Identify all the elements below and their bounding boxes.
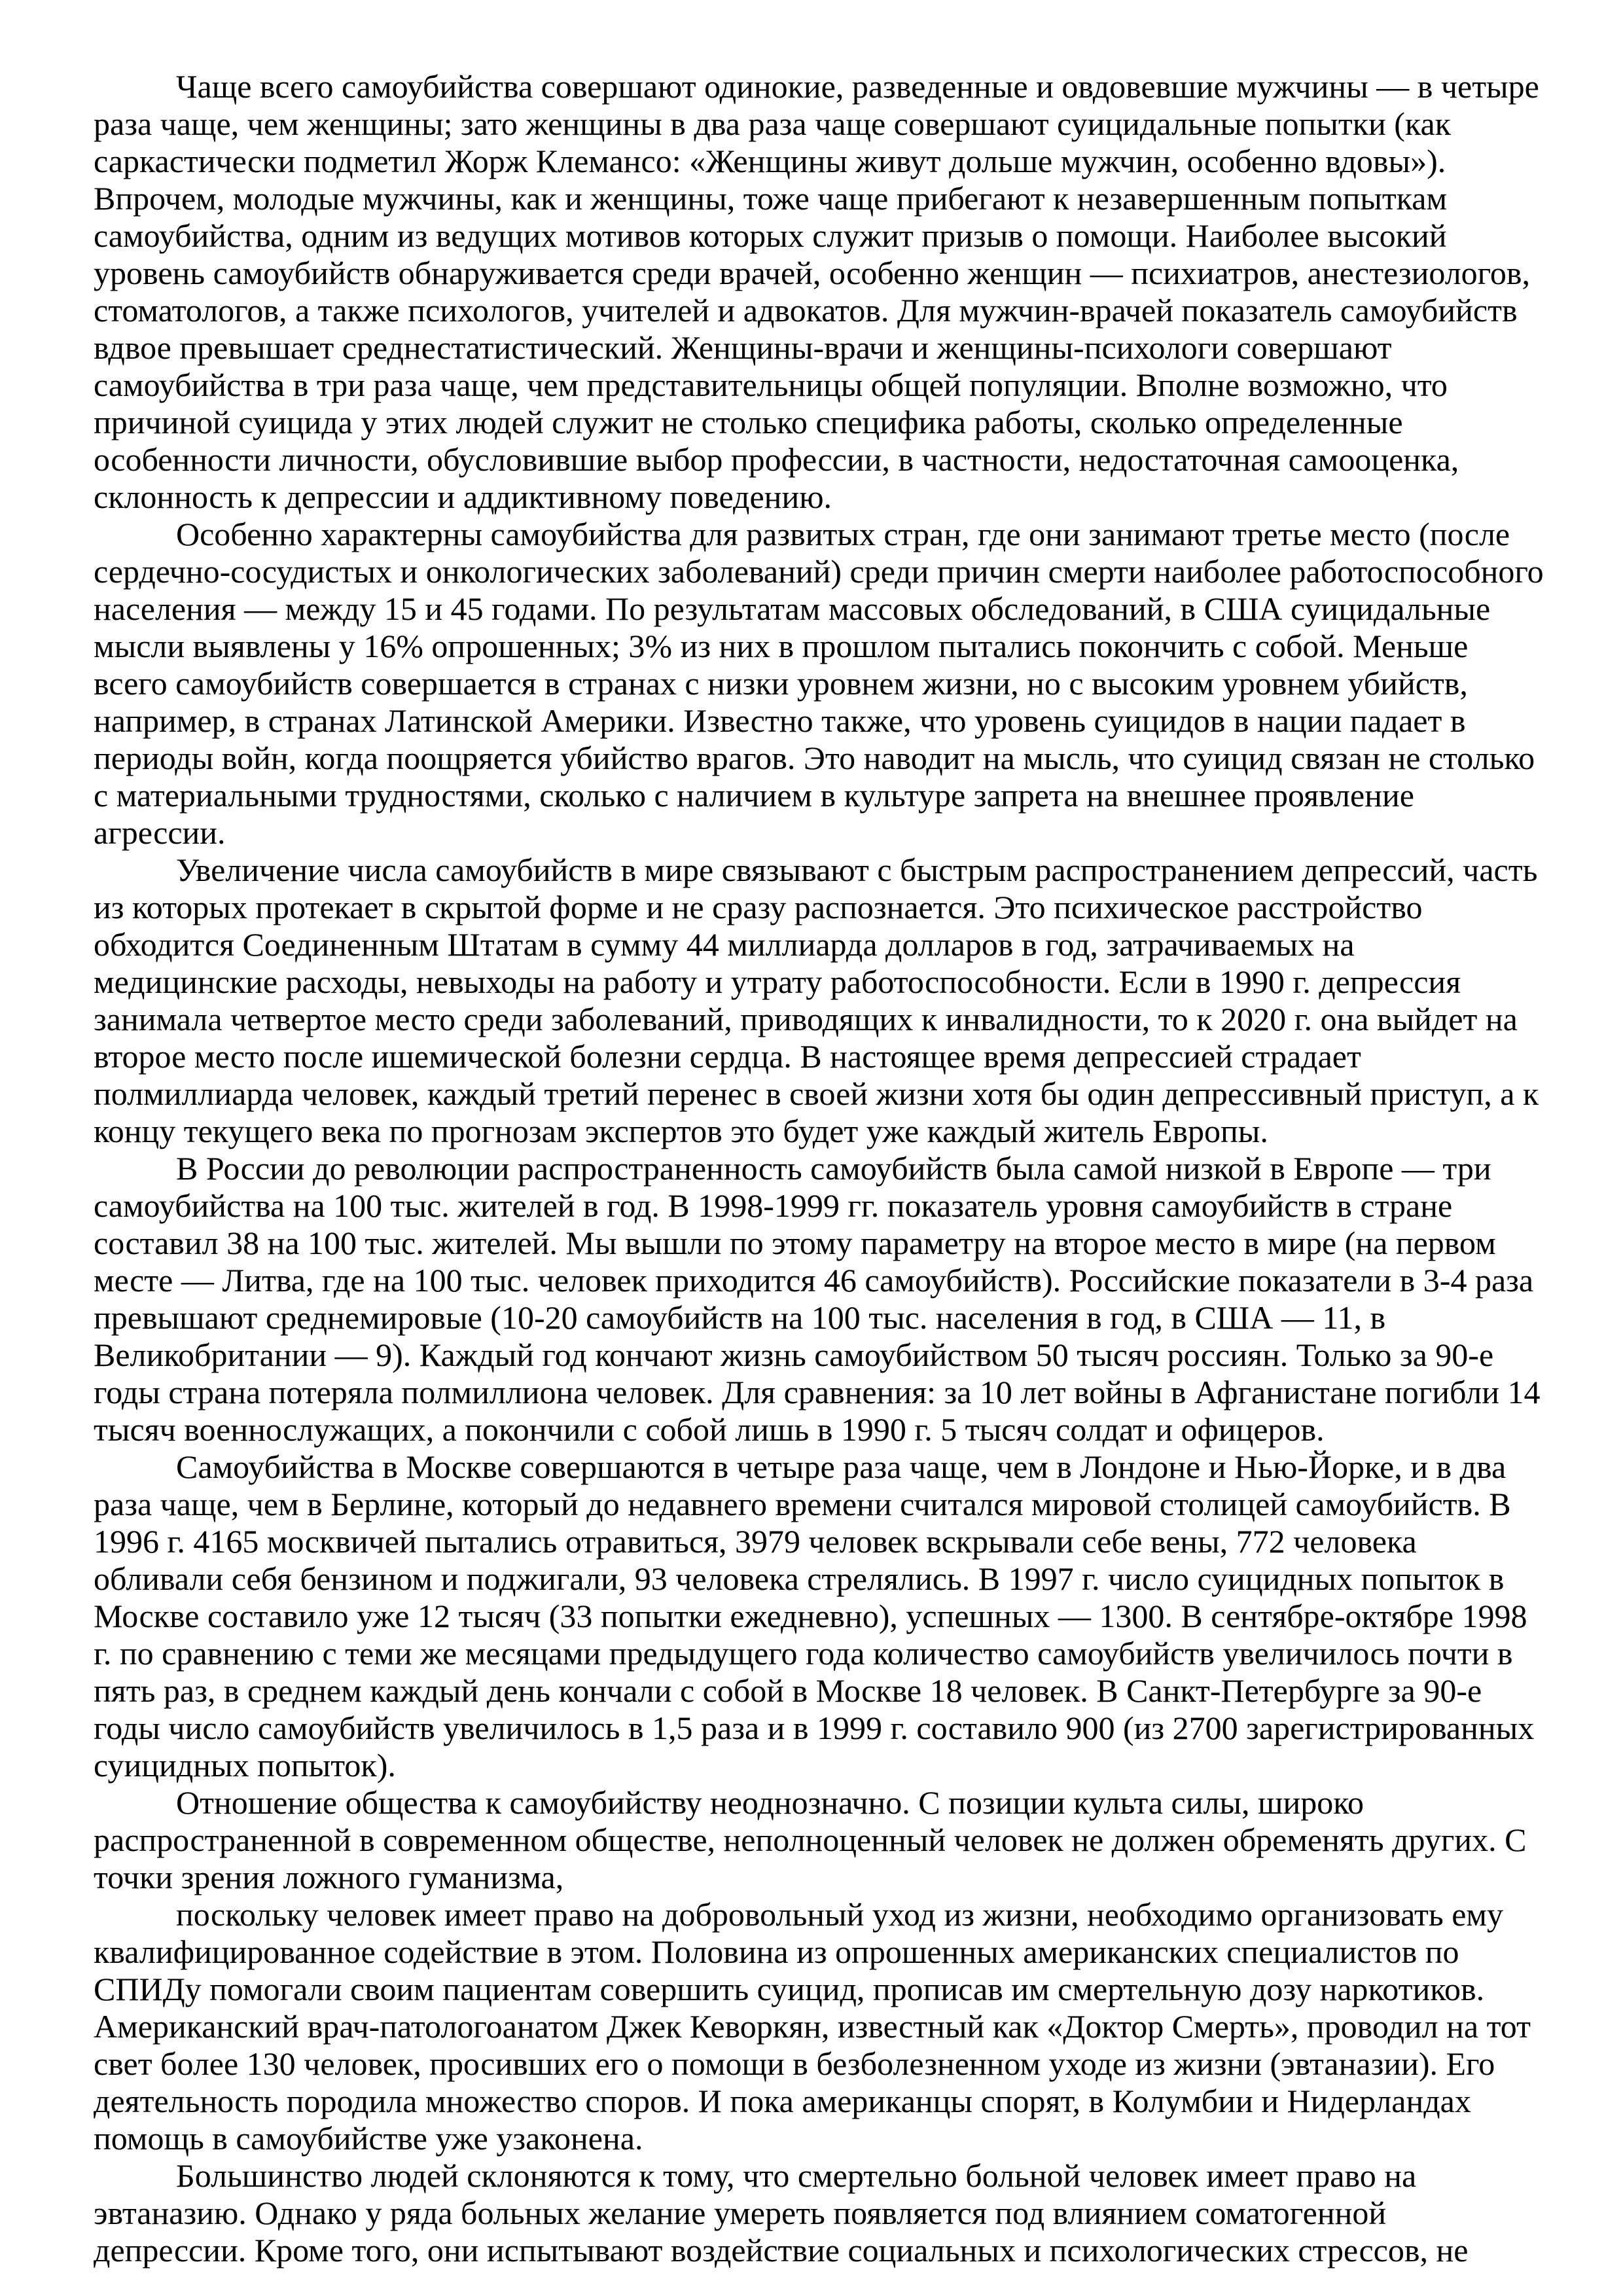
paragraph-4: В России до революции распространенность самоубийств была самой низкой в Европе — три самоубийства на 100 тыс. жителей в год. В 1998-1999 гг. показатель уровня самоубийств в стране составил 38 на 100 тыс. жителей. Мы вышли по этому параметру на второе место в мире (на первом месте — Литва, где на 100 тыс. человек приходится 46 самоубийств). Российские показатели в 3-4 раза превышают среднемировые (10-20 самоубийств на 100 тыс. населения в год, в США — 11, в Великобритании — 9). Каждый год кончают жизнь самоубийством 50 тысяч россиян. Только за 90-е годы страна потеряла полмиллиона человек. Для сравнения: за 10 лет войны в Афганистане погибли 14 тысяч военнослужащих, а покончили с собой лишь в 1990 г. 5 тысяч солдат и офицеров. [94,1150,1541,1448]
paragraph-5: Самоубийства в Москве совершаются в четыре раза чаще, чем в Лондоне и Нью-Йорке, и в два раза чаще, чем в Берлине, который до недавнего времени считался мировой столицей самоубийств. В 1996 г. 4165 москвичей пытались отравиться, 3979 человек вскрывали себе вены, 772 человека обливали себя бензином и поджигали, 93 человека стрелялись. В 1997 г. число суицидных попыток в Москве составило уже 12 тысяч (33 попытки ежедневно), успешных — 1300. В сентябре-октябре 1998 г. по сравнению с теми же месяцами предыдущего года количество самоубийств увеличилось почти в пять раз, в среднем каждый день кончали с собой в Москве 18 человек. В Санкт-Петербурге за 90-е годы число самоубийств увеличилось в 1,5 раза и в 1999 г. составило 900 (из 2700 зарегистрированных суицидных попыток). [94,1448,1535,1784]
text-block [94,68,1544,2269]
paragraph-7: поскольку человек имеет право на добровольный уход из жизни, необходимо организовать ему квалифицированное содействие в этом. Половина из опрошенных американских специалистов по СПИДу помогали своим пациентам совершить суицид, прописав им смертельную дозу наркотиков. Американский врач-патологоанатом Джек Кеворкян, известный как «Доктор Смерть», проводил на тот свет более 130 человек, просивших его о помощи в безболезненном уходе из жизни (эвтаназии). Его деятельность породила множество споров. И пока американцы спорят, в Колумбии и Нидерландах помощь в самоубийстве уже узаконена. [94,1896,1531,2157]
paragraph-3: Увеличение числа самоубийств в мире связывают с быстрым распространением депрессий, часть из которых протекает в скрытой форме и не сразу распознается. Это психическое расстройство обходится Соединенным Штатам в сумму 44 миллиарда долларов в год, затрачиваемых на медицинские расходы, невыходы на работу и утрату работоспособности. Если в 1990 г. депрессия занимала четвертое место среди заболеваний, приводящих к инвалидности, то к 2020 г. она выйдет на второе место после ишемической болезни сердца. В настоящее время депрессией страдает полмиллиарда человек, каждый третий перенес в своей жизни хотя бы один депрессивный приступ, а к концу текущего века по прогнозам экспертов это будет уже каждый житель Европы. [94,852,1539,1149]
paragraph-6: Отношение общества к самоубийству неоднозначно. С позиции культа силы, широко распространенной в современном обществе, неполноценный человек не должен обременять других. С точки зрения ложного гуманизма, [94,1784,1527,1895]
paragraph-2: Особенно характерны самоубийства для развитых стран, где они занимают третье место (после сердечно-сосудистых и онкологических заболеваний) среди причин смерти наиболее работоспособного населения — между 15 и 45 годами. По результатам массовых обследований, в США суицидальные мысли выявлены у 16% опрошенных; 3% из них в прошлом пытались покончить с собой. Меньше всего самоубийств совершается в странах с низки уровнем жизни, но с высоким уровнем убийств, например, в странах Латинской Америки. Известно также, что уровень суицидов в нации падает в периоды войн, когда поощряется убийство врагов. Это наводит на мысль, что суицид связан не столько с материальными трудностями, сколько с наличием в культуре запрета на внешнее проявление агрессии. [94,516,1544,851]
paragraph-1: Чаще всего самоубийства совершают одинокие, разведенные и овдовевшие мужчины — в четыре раза чаще, чем женщины; зато женщины в два раза чаще совершают суицидальные попытки (как саркастически подметил Жорж Клемансо: «Женщины живут дольше мужчин, особенно вдовы»). Впрочем, молодые мужчины, как и женщины, тоже чаще прибегают к незавершенным попыткам самоубийства, одним из ведущих мотивов которых служит призыв о помощи. Наиболее высокий уровень самоубийств обнаруживается среди врачей, особенно женщин — психиатров, анестезиологов, стоматологов, а также психологов, учителей и адвокатов. Для мужчин-врачей показатель самоубийств вдвое превышает среднестатистический. Женщины-врачи и женщины-психологи совершают самоубийства в три раза чаще, чем представительницы общей популяции. Вполне возможно, что причиной суицида у этих людей служит не столько специфика работы, сколько определенные особенности личности, обусловившие выбор профессии, в частности, недостаточная самооценка, склонность к депрессии и аддиктивному поведению. [94,68,1539,515]
paragraph-8: Большинство людей склоняются к тому, что смертельно больной человек имеет право на эвтаназию. Однако у ряда больных желание умереть появляется под влиянием соматогенной депрессии. Кроме того, они испытывают воздействие социальных и психологических стрессов, не [94,2157,1469,2269]
